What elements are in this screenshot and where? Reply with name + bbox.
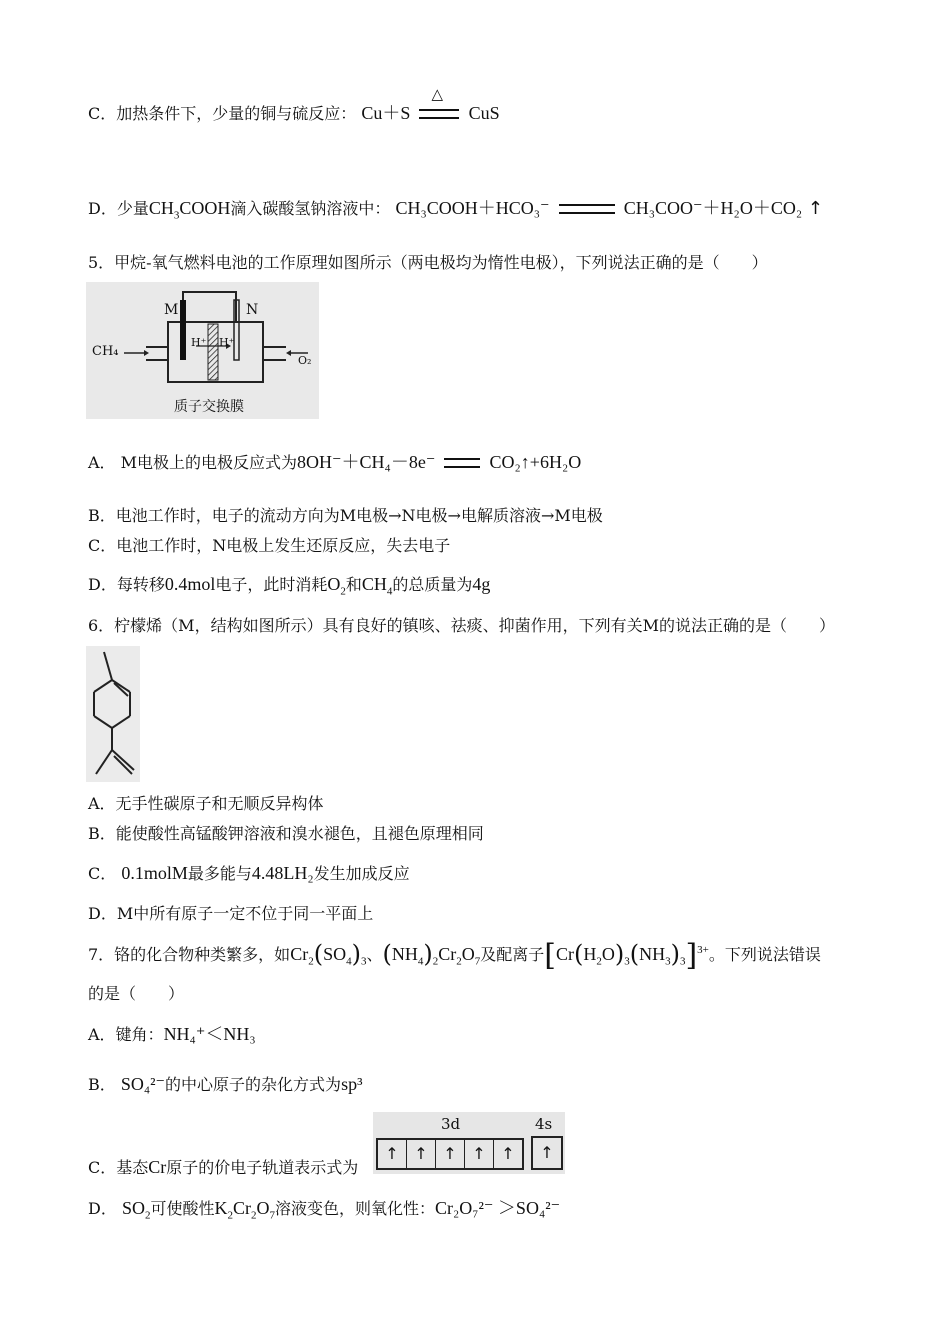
inlet-label-o2: O₂ xyxy=(298,354,312,367)
gas-arrow-icon: ↑ xyxy=(802,198,823,219)
value: 4g xyxy=(472,574,491,594)
option-text: 原子的价电子轨道表示式为 xyxy=(166,1158,359,1177)
orbital-label-4s: 4s xyxy=(535,1115,553,1133)
heating-condition: △ xyxy=(431,85,444,103)
q4-option-c xyxy=(88,85,500,125)
q6-stem: 6．柠檬烯（M，结构如图所示）具有良好的镇咳、祛痰、抑菌作用，下列有关M的说法正确的是（ ） xyxy=(88,616,835,635)
equals-sign xyxy=(559,204,615,214)
q6-option-a: A．无手性碳原子和无顺反异构体 xyxy=(88,794,324,813)
membrane-caption: 质子交换膜 xyxy=(174,399,244,415)
option-text: 的总质量为 xyxy=(392,575,473,594)
option-label: A． xyxy=(88,453,116,472)
option-text: 和 xyxy=(345,575,362,594)
option-label: D． xyxy=(88,199,117,218)
option-text: 可使酸性 xyxy=(150,1199,215,1218)
proton-label-2: H⁺ xyxy=(219,336,235,349)
option-text: 的中心原子的杂化方式为 xyxy=(165,1075,342,1094)
option-text: D．每转移 xyxy=(88,575,165,594)
stem-text: 及配离子 xyxy=(480,945,545,964)
equation-lhs: Cu＋S xyxy=(361,103,411,123)
orbital-box: ↑ xyxy=(378,1140,407,1168)
orbital-box-4s: ↑ xyxy=(531,1136,563,1170)
q7-option-b xyxy=(88,1073,362,1096)
q7-option-d: D． $SO_2$可使酸性$K_2Cr_2O_7$溶液变色，则氧化性：Cr₂O₇²⁻ ＞SO₄²⁻ xyxy=(88,1198,561,1222)
equation-rhs: CO₂↑+6H₂O xyxy=(489,452,582,472)
option-text: 最多能与 xyxy=(187,864,252,883)
inlet-label-ch4: CH₄ xyxy=(92,344,119,359)
q7-stem-line-2: 的是（ ） xyxy=(88,984,185,1003)
equation-lhs: CH₃COOH＋HCO₃⁻ xyxy=(395,198,550,218)
limonene-structure-figure xyxy=(86,646,140,782)
formula: SO₄²⁻ xyxy=(120,1074,166,1094)
formula: Cr₂O₇²⁻ ＞SO₄²⁻ xyxy=(434,1198,561,1218)
orbital-boxes-3d xyxy=(376,1138,524,1170)
equation-lhs: 8OH⁻＋CH₄－8e⁻ xyxy=(297,452,436,472)
option-text: A．键角： xyxy=(88,1025,164,1044)
q7-stem-line-1: 7．铬的化合物种类繁多，如$Cr_2(SO_4)_3$、$(NH_4)_2Cr_2O_7$及配离子$[Cr(H_2O)_3(NH_3)_3]^{3+}$。下列说法错误 xyxy=(88,938,821,973)
stem-text: 、 xyxy=(366,945,383,964)
option-label: B． xyxy=(88,1075,116,1094)
equation-rhs: CuS xyxy=(468,103,500,123)
value: 0.4mol xyxy=(164,574,216,594)
q5-stem: 5．甲烷-氧气燃料电池的工作原理如图所示（两电极均为惰性电极），下列说法正确的是（ ） xyxy=(88,253,768,272)
stem-text: 7．铬的化合物种类繁多，如 xyxy=(88,945,291,964)
limonene-structure-icon xyxy=(86,646,140,782)
formula: NH₄⁺＜NH₃ xyxy=(163,1024,256,1044)
equals-sign xyxy=(419,109,459,119)
option-label: D． xyxy=(88,1199,117,1218)
q6-option-b: B．能使酸性高锰酸钾溶液和溴水褪色，且褪色原理相同 xyxy=(88,824,484,843)
option-text: 滴入碳酸氢钠溶液中： xyxy=(230,199,391,218)
orbital-diagram xyxy=(373,1112,565,1174)
option-label: C． xyxy=(88,864,117,883)
value: sp³ xyxy=(341,1074,363,1094)
q7-option-a xyxy=(88,1023,256,1046)
option-text: 加热条件下，少量的铜与硫反应： xyxy=(116,104,357,123)
option-text: 少量 xyxy=(116,199,149,218)
q6-option-c xyxy=(88,862,410,885)
q7-option-c: C．基态Cr原子的价电子轨道表示式为 xyxy=(88,1157,359,1177)
orbital-box: ↑ xyxy=(407,1140,436,1168)
option-text: C．基态 xyxy=(88,1158,149,1177)
q4-option-d: D．少量$CH_3COOH$滴入碳酸氢钠溶液中： CH₃COOH＋HCO₃⁻ CH₃COO⁻＋H₂O＋CO₂ ↑ xyxy=(88,198,823,222)
q5-option-a xyxy=(88,451,581,474)
orbital-box: ↑ xyxy=(465,1140,494,1168)
stem-text: 。下列说法错误 xyxy=(708,945,821,964)
fuel-cell-figure xyxy=(86,282,319,419)
q5-option-c: C．电池工作时，N电极上发生还原反应，失去电子 xyxy=(88,536,451,555)
option-text: 溶液变色，则氧化性： xyxy=(274,1199,435,1218)
q6-option-d: D．M中所有原子一定不位于同一平面上 xyxy=(88,904,374,923)
electrode-label-n: N xyxy=(246,302,259,318)
orbital-box: ↑ xyxy=(436,1140,465,1168)
value: 4.48LH₂ xyxy=(251,863,314,883)
option-label: C． xyxy=(88,104,117,123)
option-text: M电极上的电极反应式为 xyxy=(120,453,298,472)
q5-option-b: B．电池工作时，电子的流动方向为M电极→N电极→电解质溶液→M电极 xyxy=(88,506,603,525)
orbital-box: ↑ xyxy=(501,1144,515,1163)
proton-label-1: H⁺ xyxy=(191,336,207,349)
value: 0.1molM xyxy=(121,863,188,883)
equation-rhs: CH₃COO⁻＋H₂O＋CO₂ xyxy=(623,198,803,218)
option-text: 电子，此时消耗 xyxy=(215,575,328,594)
option-text: 发生加成反应 xyxy=(313,864,410,883)
equals-sign xyxy=(444,458,480,468)
electrode-label-m: M xyxy=(164,302,179,318)
q5-option-d: D．每转移0.4mol电子，此时消耗$O_2$和$CH_4$的总质量为4g xyxy=(88,574,491,598)
orbital-label-3d: 3d xyxy=(441,1115,461,1133)
